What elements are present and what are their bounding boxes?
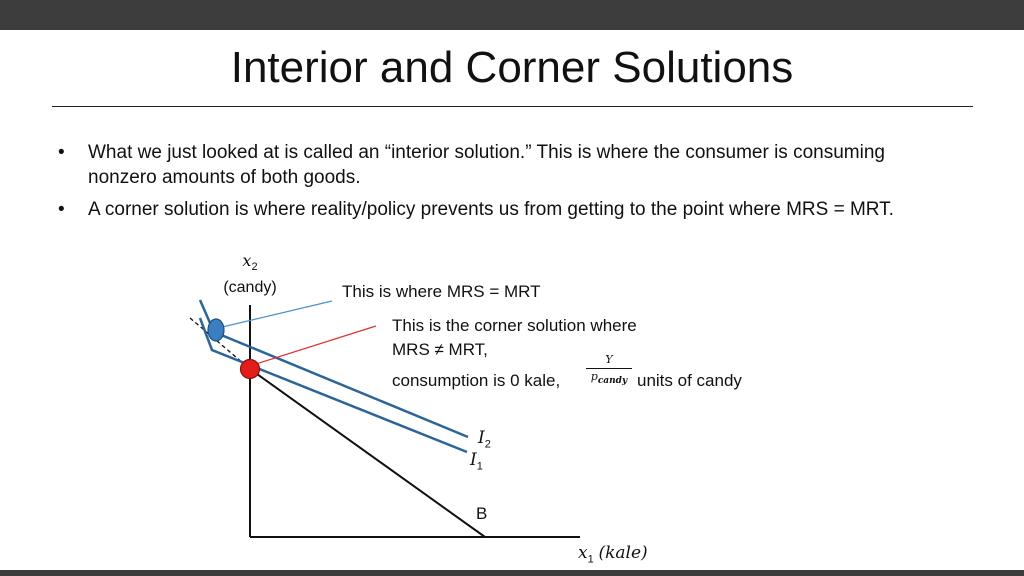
y-axis-label <box>210 250 290 298</box>
interior-solution-point <box>208 319 224 341</box>
bullet-text: A corner solution is where reality/policy prevents us from getting to the point where MRS = MRT. <box>88 199 894 220</box>
label-i2-sub: 2 <box>484 438 491 451</box>
interior-solution-annotation: This is where MRS = MRT <box>342 282 541 301</box>
interior-leader-line <box>218 301 332 328</box>
corner-annotation-suffix: units of candy <box>637 371 742 390</box>
y-axis-variable: x <box>242 251 252 270</box>
fraction-denominator-var: p <box>590 370 598 383</box>
x-axis-subscript: 1 <box>587 553 594 566</box>
label-i2-var: I <box>478 428 485 448</box>
corner-annotation-line1: This is the corner solution where <box>392 316 637 335</box>
fraction-denominator-sub: candy <box>597 376 628 387</box>
y-axis-name: (candy) <box>223 279 277 297</box>
income-over-price-fraction <box>586 353 632 388</box>
bullet-text: What we just looked at is called an “interior solution.” This is where the consumer is consuming nonzero amounts of both goods. <box>88 142 885 188</box>
bullet-marker: • <box>58 199 65 220</box>
corner-annotation-prefix: consumption is 0 kale, <box>392 371 561 390</box>
x-axis-variable: x <box>578 543 588 563</box>
x-axis-label <box>578 541 648 571</box>
slide-title: Interior and Corner Solutions <box>230 43 794 92</box>
label-i1-var: I <box>470 450 477 470</box>
corner-solution-point <box>241 360 260 379</box>
corner-annotation-line2: MRS ≠ MRT, <box>392 340 488 359</box>
budget-label: B <box>476 504 488 523</box>
corner-leader-line <box>253 326 376 365</box>
label-i1 <box>470 448 483 478</box>
corner-solution-annotation <box>392 314 812 395</box>
x-axis-name: (kale) <box>598 543 648 563</box>
y-axis-subscript: 2 <box>251 261 258 274</box>
fraction-numerator: Y <box>605 353 613 366</box>
fraction-bar <box>586 368 632 369</box>
label-i1-sub: 1 <box>476 460 483 473</box>
bullet-marker: • <box>58 142 65 163</box>
